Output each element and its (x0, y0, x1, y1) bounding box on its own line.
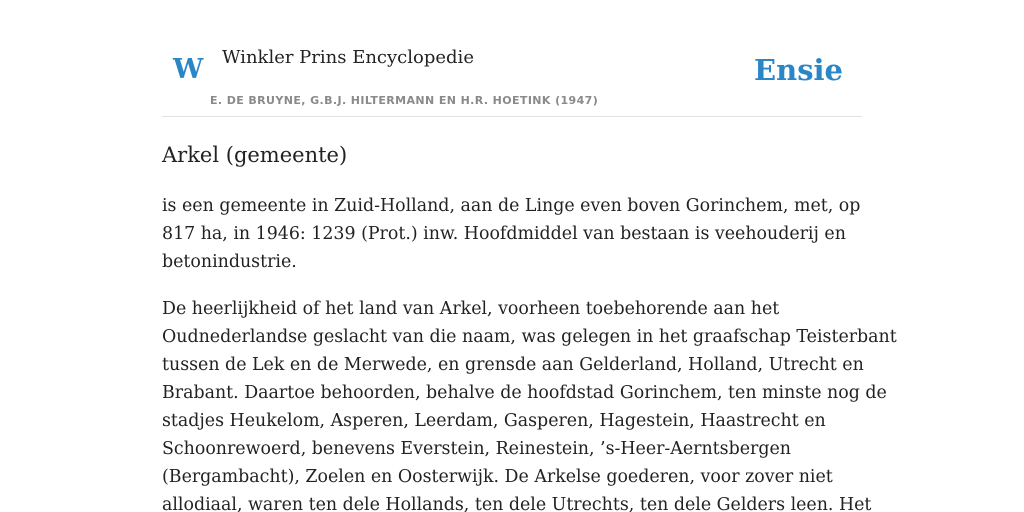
article-paragraph-2 (162, 295, 897, 512)
paragraph-line: 817 ha, in 1946: 1239 (Prot.) inw. Hoofdmiddel van bestaan is veehouderij en (162, 224, 846, 244)
paragraph-line: (Bergambacht), Zoelen en Oosterwijk. De Arkelse goederen, voor zover niet (162, 467, 833, 487)
winkler-prins-logo-icon[interactable]: W (173, 54, 204, 85)
paragraph-line: Oudnederlandse geslacht van die naam, was gelegen in het graafschap Teisterbant (162, 327, 897, 347)
book-title-link[interactable]: Winkler Prins Encyclopedie (222, 47, 474, 68)
article-paragraph-1 (162, 192, 862, 276)
article-title: Arkel (gemeente) (162, 143, 348, 167)
paragraph-line: De heerlijkheid of het land van Arkel, voorheen toebehorende aan het (162, 299, 780, 319)
paragraph-line: stadjes Heukelom, Asperen, Leerdam, Gasperen, Hagestein, Haastrecht en (162, 411, 826, 431)
paragraph-line: is een gemeente in Zuid-Holland, aan de Linge even boven Gorinchem, met, op (162, 196, 861, 216)
paragraph-line: allodiaal, waren ten dele Hollands, ten dele Utrechts, ten dele Gelders leen. Het (162, 495, 872, 512)
paragraph-line: betonindustrie. (162, 252, 297, 272)
paragraph-line: Brabant. Daartoe behoorden, behalve de hoofdstad Gorinchem, ten minste nog de (162, 383, 887, 403)
ensie-logo-link[interactable]: Ensie (754, 53, 843, 87)
paragraph-line: Schoonrewoerd, benevens Everstein, Reinestein, ’s-Heer-Aerntsbergen (162, 439, 791, 459)
book-authors: E. DE BRUYNE, G.B.J. HILTERMANN EN H.R. HOETINK (1947) (210, 94, 599, 107)
article-body (162, 192, 897, 512)
paragraph-line: tussen de Lek en de Merwede, en grensde aan Gelderland, Holland, Utrecht en (162, 355, 864, 375)
site-header (162, 40, 862, 117)
